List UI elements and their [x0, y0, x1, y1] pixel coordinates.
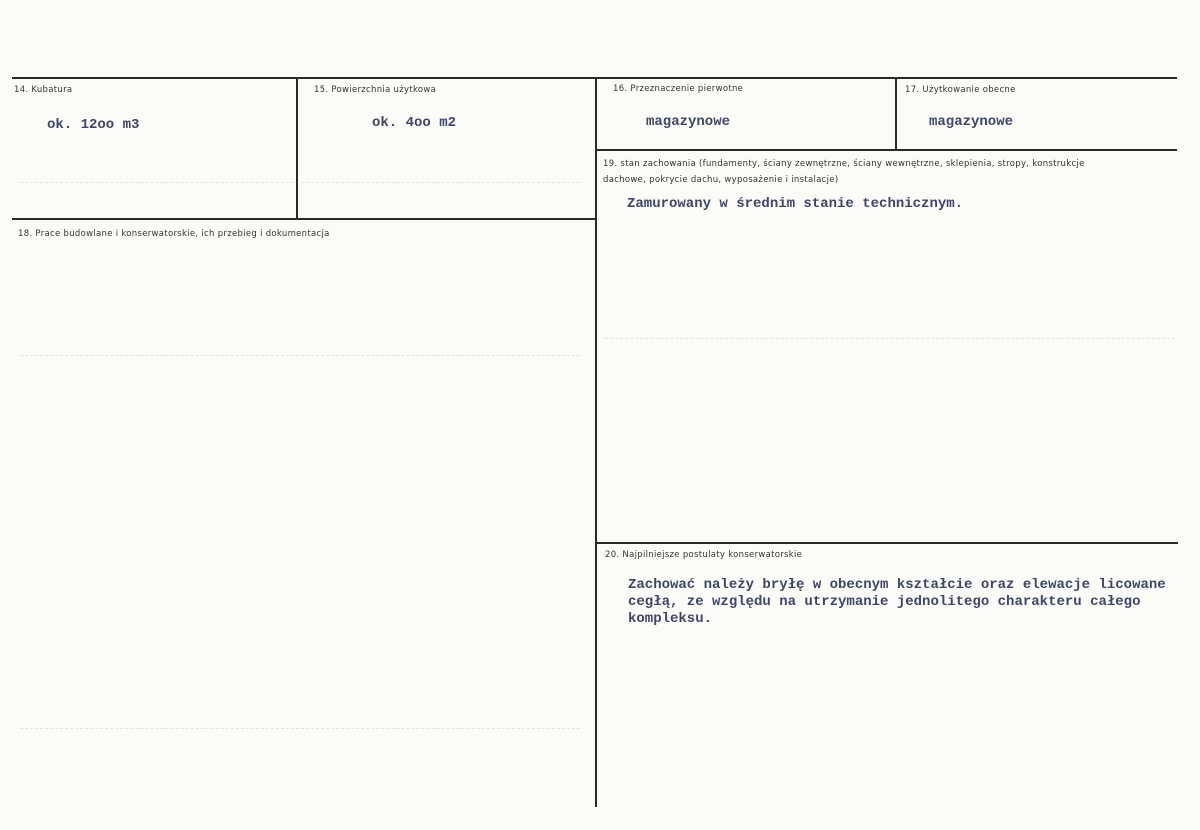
- field-19-label: 19. stan zachowania (fundamenty, ściany zewnętrzne, ściany wewnętrzne, sklepienia, stropy, konstrukcje dachowe, pokrycie dachu, wyposażenie i instalacje): [603, 159, 1085, 185]
- field-20-value: Zachować należy bryłę w obecnym kształcie oraz elewacje licowane cegłą, ze względu na utrzymanie jednolitego charakteru całego kompleksu.: [628, 577, 1166, 627]
- field-20-label: 20. Najpilniejsze postulaty konserwatorskie: [605, 550, 803, 560]
- divider-14-15: [296, 79, 298, 220]
- faint-trace: [20, 355, 580, 357]
- faint-trace: [20, 728, 580, 730]
- field-15-value: ok. 4oo m2: [372, 115, 457, 131]
- field-15-label: 15. Powierzchnia użytkowa: [314, 85, 437, 95]
- rule-under-16-17: [597, 149, 1177, 151]
- field-17-value: magazynowe: [929, 114, 1014, 130]
- field-14-label: 14. Kubatura: [14, 85, 73, 95]
- faint-trace: [20, 182, 580, 184]
- field-19-value: Zamurowany w średnim stanie technicznym.: [627, 196, 964, 212]
- field-18-label: 18. Prace budowlane i konserwatorskie, ich przebieg i dokumentacja: [18, 229, 330, 239]
- rule-under-14-15: [12, 218, 595, 220]
- field-17-label: 17. Użytkowanie obecne: [905, 85, 1016, 95]
- field-14-value: ok. 12oo m3: [47, 117, 140, 133]
- field-16-value: magazynowe: [646, 114, 731, 130]
- field-16-label: 16. Przeznaczenie pierwotne: [613, 84, 744, 94]
- rule-above-20: [597, 542, 1178, 544]
- divider-16-17: [895, 79, 897, 149]
- divider-main: [595, 79, 597, 807]
- faint-trace: [605, 338, 1175, 340]
